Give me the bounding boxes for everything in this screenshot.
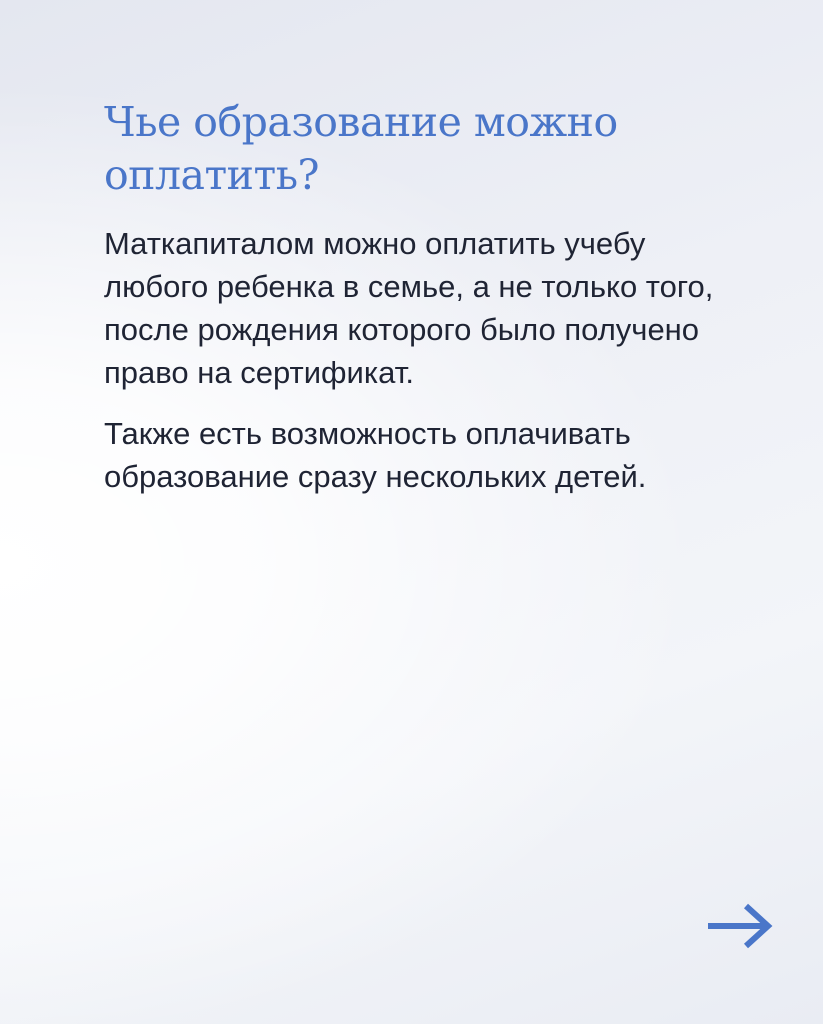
slide-title: Чье образование можно оплатить?: [104, 98, 618, 199]
arrow-right-icon: [704, 902, 774, 950]
paragraph-2: Также есть возможность оплачивать образование сразу нескольких детей.: [104, 416, 647, 494]
next-button[interactable]: [704, 902, 774, 950]
paragraph-1: Маткапиталом можно оплатить учебу любого ребенка в семье, а не только того, после рождения которого было получено право на сертификат.: [104, 226, 714, 390]
